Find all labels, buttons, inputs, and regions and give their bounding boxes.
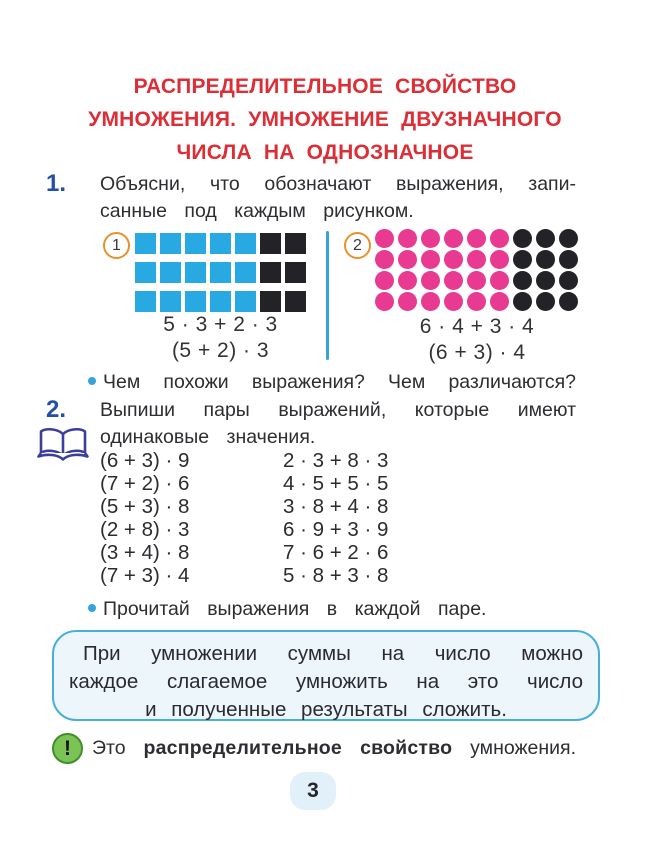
colored-square-cell [135,262,156,283]
pair-row [100,495,520,518]
dark-circle-cell [559,271,578,290]
page-title [0,70,650,169]
dark-square-cell [260,233,281,254]
title-line-3: ЧИСЛА НА ОДНОЗНАЧНОЕ [176,141,474,164]
pairs-list [100,449,520,587]
exclamation-glyph: ! [64,737,71,760]
colored-circle-cell [490,229,509,248]
bullet-question-1 [88,369,578,395]
dark-circle-cell [513,229,532,248]
exercise-2-text [100,397,576,451]
colored-circle-cell [398,250,417,269]
colored-circle-cell [375,271,394,290]
dark-circle-cell [559,250,578,269]
colored-square-cell [235,233,256,254]
colored-square-cell [160,291,181,312]
figures-panel [0,228,650,368]
exercise-1-text-line-1: Объясни, что обозначают выражения, запи- [100,173,576,195]
colored-square-cell [210,262,231,283]
bullet-question-1-text: Чем похожи выражения? Чем различаются? [103,371,576,393]
colored-circle-cell [444,292,463,311]
bullet-question-2 [88,596,578,622]
colored-circle-cell [467,271,486,290]
colored-square-cell [185,262,206,283]
colored-square-cell [135,233,156,254]
bullet-icon [88,604,96,612]
colored-circle-cell [421,250,440,269]
rule-line-3: и полученные результаты сложить. [145,698,507,721]
pair-row [100,541,520,564]
pair-row [100,564,520,587]
dark-circle-cell [536,271,555,290]
colored-square-cell [210,291,231,312]
dark-circle-cell [513,292,532,311]
colored-circle-cell [421,229,440,248]
colored-circle-cell [467,229,486,248]
colored-circle-cell [467,250,486,269]
figure-1-expression-1: 5 · 3 + 2 · 3 [163,313,278,336]
colored-circle-cell [444,229,463,248]
dark-circle-cell [513,271,532,290]
figure-1-label [103,232,130,259]
bullet-question-2-text: Прочитай выражения в каждой паре. [103,598,487,620]
exercise-2-text-line-2: одинаковые значения. [100,426,316,448]
colored-circle-cell [398,229,417,248]
colored-circle-cell [398,271,417,290]
pair-left-expression: (7 + 3) · 4 [100,564,190,587]
exercise-2-text-line-1: Выпиши пары выражений, которые имеют [100,399,576,421]
bullet-icon [88,377,96,385]
exclamation-icon [52,733,83,764]
pair-right-expression: 2 · 3 + 8 · 3 [283,449,389,472]
figure-2-grid [375,229,578,311]
colored-circle-cell [398,292,417,311]
exercise-1-text [100,171,576,225]
colored-circle-cell [467,292,486,311]
title-line-2: УМНОЖЕНИЯ. УМНОЖЕНИЕ ДВУЗНАЧНОГО [88,108,562,131]
pair-left-expression: (6 + 3) · 9 [100,449,190,472]
dark-square-cell [285,262,306,283]
exercise-2-number: 2. [46,396,67,423]
dark-circle-cell [536,250,555,269]
colored-circle-cell [375,229,394,248]
pair-row [100,518,520,541]
colored-square-cell [235,262,256,283]
pair-left-expression: (3 + 4) · 8 [100,541,190,564]
rule-line-1: При умножении суммы на число можно [83,642,583,665]
dark-square-cell [285,233,306,254]
colored-square-cell [160,233,181,254]
exercise-1-text-line-2: санные под каждым рисунком. [100,200,414,222]
colored-circle-cell [490,292,509,311]
colored-square-cell [135,291,156,312]
pair-right-expression: 7 · 6 + 2 · 6 [283,541,389,564]
figure-2-expression-2: (6 + 3) · 4 [428,341,526,364]
pair-left-expression: (2 + 8) · 3 [100,518,190,541]
figure-1-label-number: 1 [112,237,121,254]
colored-circle-cell [375,292,394,311]
pair-right-expression: 6 · 9 + 3 · 9 [283,518,389,541]
colored-circle-cell [421,292,440,311]
colored-square-cell [185,291,206,312]
page-number [290,772,336,810]
dark-circle-cell [559,229,578,248]
pair-right-expression: 4 · 5 + 5 · 5 [283,472,389,495]
pair-right-expression: 5 · 8 + 3 · 8 [283,564,389,587]
colored-circle-cell [421,271,440,290]
colored-circle-cell [490,271,509,290]
dark-square-cell [260,262,281,283]
figures-divider [326,231,329,360]
figure-2-expression-1: 6 · 4 + 3 · 4 [419,315,535,338]
note [52,732,582,762]
title-line-1: РАСПРЕДЕЛИТЕЛЬНОЕ СВОЙСТВО [133,75,517,98]
note-bold-term: распределительное свойство [143,737,453,759]
exercise-1-number: 1. [46,170,67,197]
colored-circle-cell [490,250,509,269]
dark-square-cell [285,291,306,312]
page-number-value: 3 [307,779,319,802]
note-prefix: Это [92,737,144,759]
colored-square-cell [235,291,256,312]
dark-circle-cell [513,250,532,269]
note-suffix: умножения. [452,737,576,759]
colored-square-cell [210,233,231,254]
colored-square-cell [185,233,206,254]
pair-left-expression: (7 + 2) · 6 [100,472,190,495]
pair-row [100,449,520,472]
colored-square-cell [160,262,181,283]
colored-circle-cell [375,250,394,269]
colored-circle-cell [444,271,463,290]
dark-circle-cell [559,292,578,311]
figure-2-label-number: 2 [353,237,362,254]
note-text [92,732,576,762]
figure-2-label [344,232,371,259]
dark-square-cell [260,291,281,312]
dark-circle-cell [536,292,555,311]
dark-circle-cell [536,229,555,248]
open-book-icon [36,424,90,473]
pair-row [100,472,520,495]
pair-right-expression: 3 · 8 + 4 · 8 [283,495,389,518]
figure-1-expression-2: (5 + 2) · 3 [171,339,270,362]
rule-box [52,630,600,721]
pair-left-expression: (5 + 3) · 8 [100,495,190,518]
rule-line-2: каждое слагаемое умножить на это число [69,670,583,693]
figure-1-grid [135,233,306,312]
colored-circle-cell [444,250,463,269]
